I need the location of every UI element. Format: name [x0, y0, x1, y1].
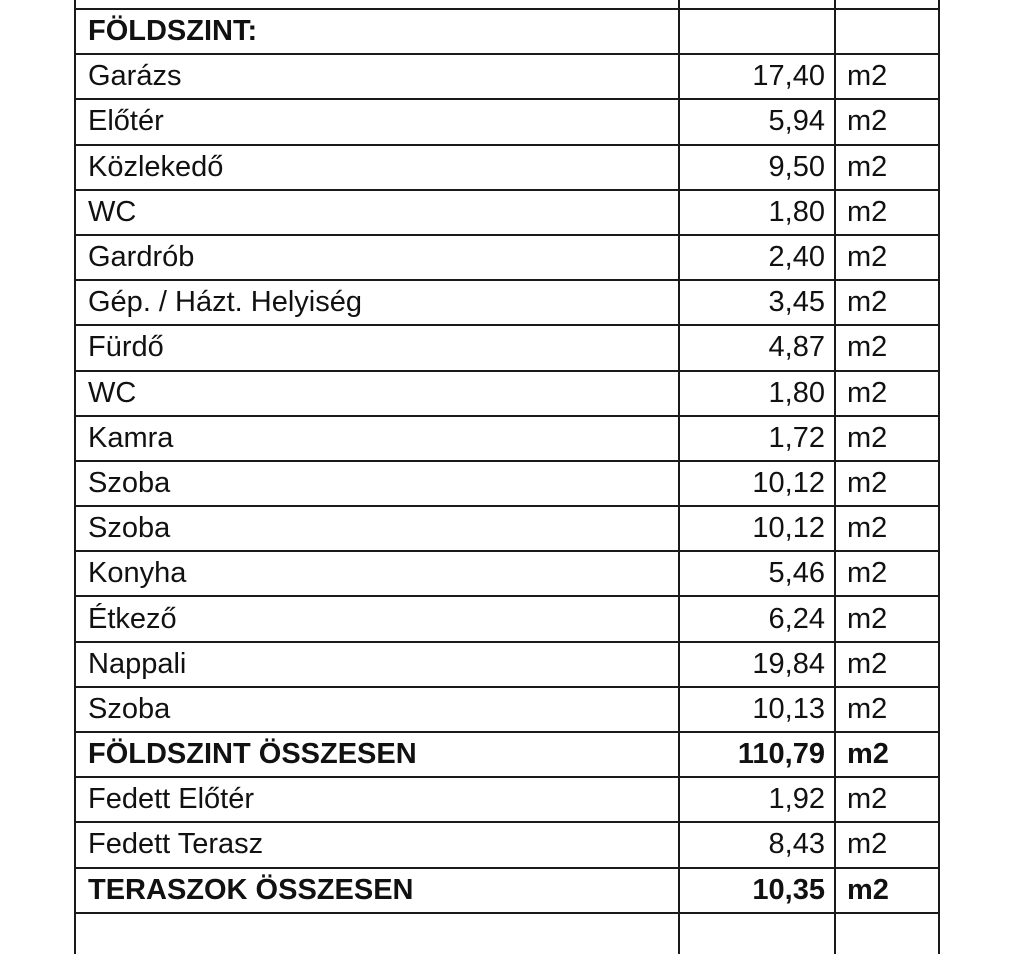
room-name: Szoba	[75, 506, 679, 551]
room-area: 10,13	[679, 687, 835, 732]
table-row	[75, 235, 939, 280]
room-area: 2,40	[679, 235, 835, 280]
table-row	[75, 777, 939, 822]
area-unit: m2	[835, 777, 939, 822]
area-unit: m2	[835, 371, 939, 416]
area-unit: m2	[835, 325, 939, 370]
section-header-label: FÖLDSZINT:	[75, 9, 679, 54]
room-name: Szoba	[75, 461, 679, 506]
area-unit: m2	[835, 54, 939, 99]
table-row	[75, 596, 939, 641]
area-unit: m2	[835, 642, 939, 687]
area-unit: m2	[835, 551, 939, 596]
terrace-name: Fedett Előtér	[75, 777, 679, 822]
table-row	[75, 54, 939, 99]
table-row	[75, 822, 939, 867]
room-area: 5,46	[679, 551, 835, 596]
area-unit: m2	[835, 868, 939, 913]
table-row	[75, 190, 939, 235]
total-area: 110,79	[679, 732, 835, 777]
room-name: Előtér	[75, 99, 679, 144]
ground-floor-total-row	[75, 732, 939, 777]
room-area: 1,80	[679, 190, 835, 235]
room-name: Nappali	[75, 642, 679, 687]
room-area: 17,40	[679, 54, 835, 99]
table-row	[75, 416, 939, 461]
terraces-total-row	[75, 868, 939, 913]
bottom-partial-row	[75, 913, 939, 954]
area-unit: m2	[835, 461, 939, 506]
table-row	[75, 371, 939, 416]
room-area: 19,84	[679, 642, 835, 687]
area-unit: m2	[835, 506, 939, 551]
room-area: 4,87	[679, 325, 835, 370]
area-unit: m2	[835, 822, 939, 867]
terrace-name: Fedett Terasz	[75, 822, 679, 867]
table-row	[75, 551, 939, 596]
room-name: WC	[75, 190, 679, 235]
terrace-area: 1,92	[679, 777, 835, 822]
table-row	[75, 99, 939, 144]
top-partial-row	[75, 0, 939, 9]
room-name: WC	[75, 371, 679, 416]
table-row	[75, 642, 939, 687]
table-row	[75, 461, 939, 506]
table-row	[75, 325, 939, 370]
table-row	[75, 687, 939, 732]
area-unit: m2	[835, 145, 939, 190]
total-label: FÖLDSZINT ÖSSZESEN	[75, 732, 679, 777]
table-row	[75, 280, 939, 325]
room-area: 10,12	[679, 461, 835, 506]
table-row	[75, 506, 939, 551]
area-unit: m2	[835, 280, 939, 325]
room-area: 1,72	[679, 416, 835, 461]
area-unit: m2	[835, 235, 939, 280]
area-unit: m2	[835, 190, 939, 235]
area-unit: m2	[835, 687, 939, 732]
room-name: Közlekedő	[75, 145, 679, 190]
room-name: Garázs	[75, 54, 679, 99]
total-label: TERASZOK ÖSSZESEN	[75, 868, 679, 913]
area-unit: m2	[835, 416, 939, 461]
area-unit: m2	[835, 732, 939, 777]
room-name: Gardrób	[75, 235, 679, 280]
area-unit: m2	[835, 99, 939, 144]
room-area: 3,45	[679, 280, 835, 325]
room-area: 10,12	[679, 506, 835, 551]
room-area: 9,50	[679, 145, 835, 190]
area-unit: m2	[835, 596, 939, 641]
room-name: Konyha	[75, 551, 679, 596]
room-name: Fürdő	[75, 325, 679, 370]
room-area-table	[74, 0, 940, 954]
room-area: 1,80	[679, 371, 835, 416]
room-name: Gép. / Házt. Helyiség	[75, 280, 679, 325]
room-name: Szoba	[75, 687, 679, 732]
table-row	[75, 145, 939, 190]
total-area: 10,35	[679, 868, 835, 913]
terrace-area: 8,43	[679, 822, 835, 867]
section-header-row	[75, 9, 939, 54]
room-name: Étkező	[75, 596, 679, 641]
room-area: 5,94	[679, 99, 835, 144]
room-name: Kamra	[75, 416, 679, 461]
room-area: 6,24	[679, 596, 835, 641]
